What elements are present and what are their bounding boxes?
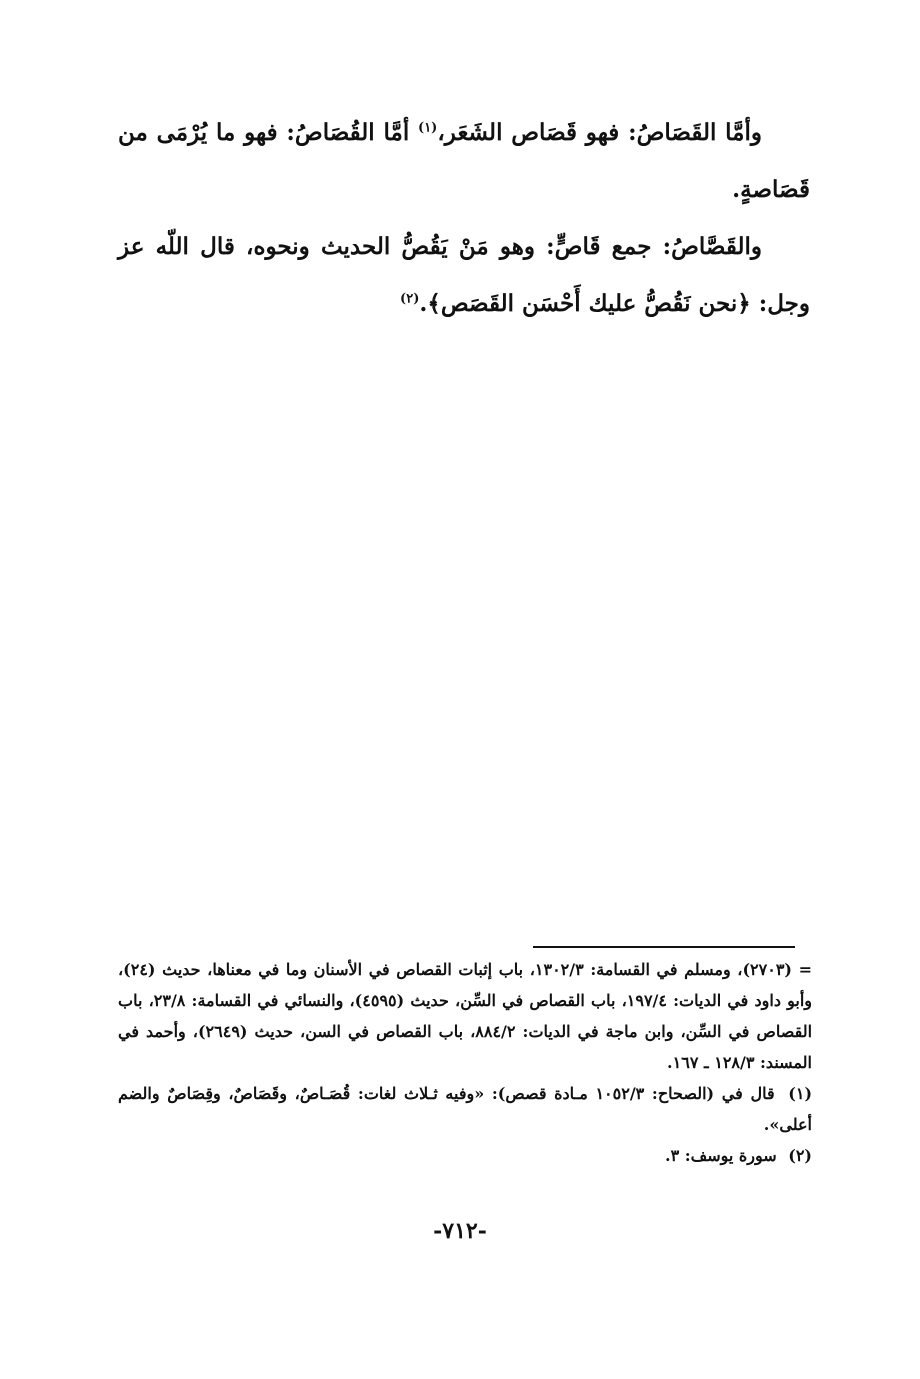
footnote-continuation: = (٢٧٠٣)، ومسلم في القسامة: ١٣٠٢/٣، باب إثبات القصاص في الأسنان وما في معناها، حديث (٢٤)، وأبو داود في الديات: ١٩٧/٤، باب القصاص في السِّن، حديث (٤٥٩٥)، والنسائي في القسامة: ٢٣/٨، باب القصاص في السِّن، وابن ماجة في الديات: ٨٨٤/٢، باب القصاص في السن، حديث (٢٦٤٩)، وأحمد في المسند: ١٢٨/٣ ـ ١٦٧. — [118, 960, 813, 1072]
paragraph-qasas — [118, 104, 810, 218]
footnote-2-text: سورة يوسف: ٣. — [664, 1146, 777, 1165]
footnote-1-text: قال في (الصحاح: ١٠٥٢/٣ مـادة قصص): «وفيه ثـلاث لغات: قُصَـاصٌ، وقَصَاصٌ، وقِصَاصٌ والضم أعلى». — [118, 1084, 812, 1134]
footnote-ref-2: (٢) — [400, 291, 420, 307]
footnote-divider — [533, 946, 795, 948]
paragraph-qassas-text: والقَصَّاصُ: جمع قَاصٍّ: وهو مَنْ يَقُصُّ الحديث ونحوه، قال اللّه عز وجل: ﴿نحن نَقُصُّ عليك أَحْسَن القَصَص﴾. — [118, 233, 810, 317]
footnotes — [118, 954, 812, 1171]
main-text — [118, 104, 810, 332]
footnote-1-number: (١) — [788, 1084, 813, 1103]
footnote-ref-1: (١) — [418, 120, 438, 136]
paragraph-qassas — [118, 218, 810, 332]
footnote-1 — [118, 1078, 812, 1140]
footnote-2 — [118, 1140, 812, 1171]
footnote-2-number: (٢) — [788, 1146, 812, 1165]
paragraph-qasas-text-2: أمَّا القُصَاصُ: فهو ما يُرْمَى من قَصَاصةٍ. — [118, 119, 810, 203]
paragraph-qasas-text-1: وأمَّا القَصَاصُ: فهو قَصَاص الشَعَر، — [437, 119, 762, 146]
page-number: -٧١٢- — [433, 1218, 487, 1244]
